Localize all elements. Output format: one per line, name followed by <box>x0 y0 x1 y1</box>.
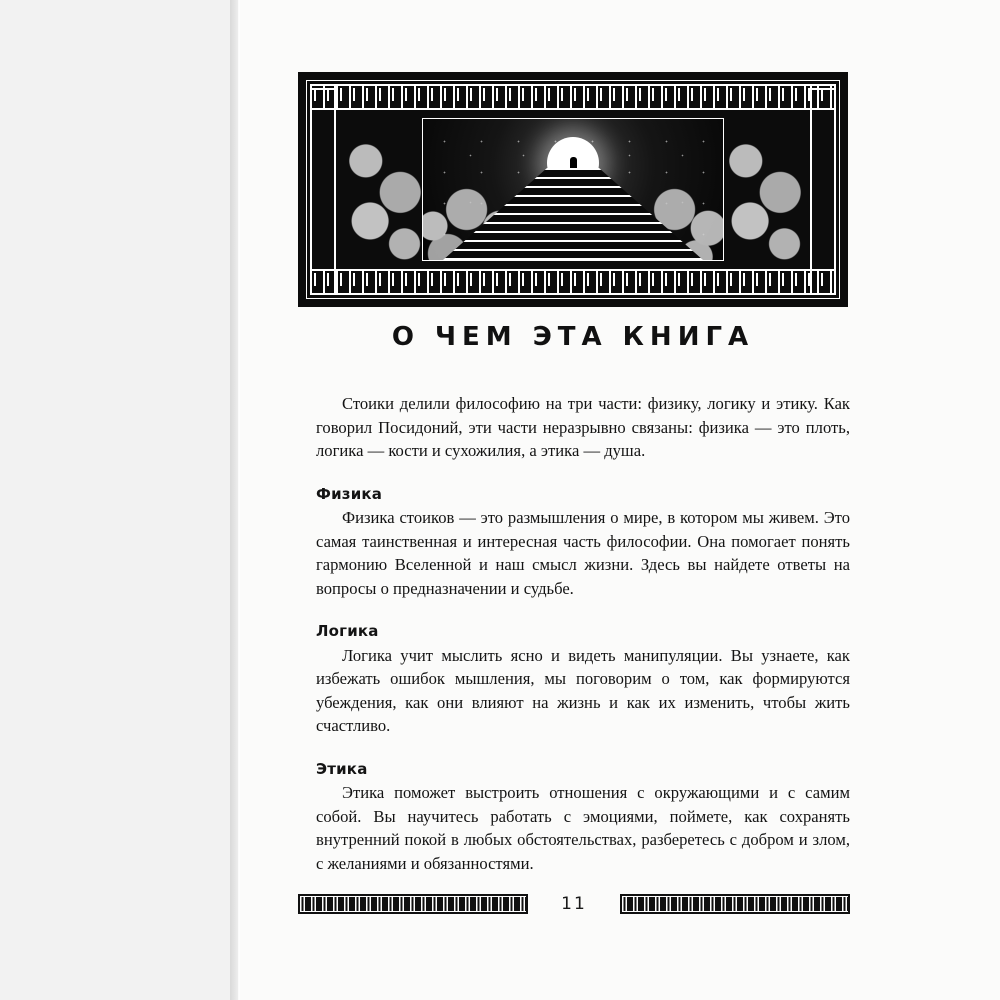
meander-band-left <box>310 84 336 295</box>
section-heading-ethics: Этика <box>316 759 368 778</box>
meander-band-right <box>810 84 836 295</box>
lead-paragraph: Стоики делили философию на три части: физику, логику и этику. Как говорил Посидоний, эти части неразрывно связаны: физика — это плоть, логика — кости и сухожилия, а этика — душа. <box>316 394 850 461</box>
page-gutter-shadow <box>230 0 240 1000</box>
meander-ornament-right <box>620 894 850 914</box>
page-footer <box>298 892 850 916</box>
section-heading-logic: Логика <box>316 622 379 641</box>
page-gutter <box>0 0 238 1000</box>
engraving-scene <box>422 118 724 261</box>
page-number: 11 <box>561 894 587 914</box>
chapter-illustration <box>298 72 848 307</box>
body-text <box>316 392 850 875</box>
section-paragraph-logic: Логика учит мыслить ясно и видеть манипуляции. Вы узнаете, как избежать ошибок мышления, мы поговорим о том, как формируются убеждения, как они влияют на жизнь и как их изменить, чтобы жить счастливо. <box>316 645 850 736</box>
meander-band-top <box>310 84 836 110</box>
meander-ornament-left <box>298 894 528 914</box>
meander-band-bottom <box>310 269 836 295</box>
section-heading-physics: Физика <box>316 484 383 503</box>
section-paragraph-ethics: Этика поможет выстроить отношения с окружающими и с самим собой. Вы научитесь работать с эмоциями, поймете, как сохранять внутренний покой в любых обстоятельствах, разберетесь с добром и злом, с желаниями и обязанностями. <box>316 783 850 873</box>
section-paragraph-physics: Физика стоиков — это размышления о мире, в котором мы живем. Это самая таинственная и интересная часть философии. Она помогает понять гармонию Вселенной и наш смысл жизни. Здесь вы найдете ответы на вопросы о предназначении и судьбе. <box>316 507 850 598</box>
page-title: О ЧЕМ ЭТА КНИГА <box>391 322 755 352</box>
